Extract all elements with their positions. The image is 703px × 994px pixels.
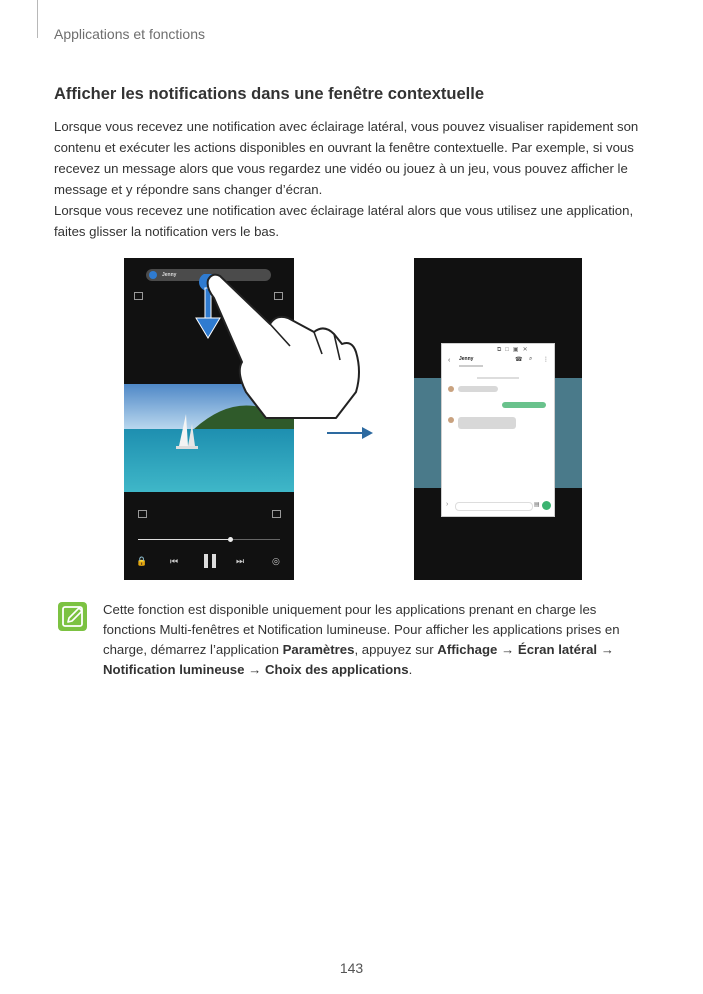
phone-popup-screen xyxy=(414,258,582,580)
note-text-part: , appuyez sur xyxy=(354,642,438,657)
message-bubble-received xyxy=(458,386,498,392)
message-avatar-icon xyxy=(149,271,157,279)
popup-contact-name: Jenny xyxy=(459,356,474,362)
back-icon[interactable]: ‹ xyxy=(448,357,451,364)
menu-choose-apps: Choix des applications xyxy=(264,662,409,677)
message-bubble-sent xyxy=(502,402,546,408)
menu-display: Affichage xyxy=(437,642,498,657)
pencil-note-icon xyxy=(58,602,87,631)
fullscreen-icon xyxy=(272,510,281,518)
menu-arrow: → xyxy=(597,642,614,657)
contact-subtitle-placeholder xyxy=(459,365,483,367)
more-options-icon[interactable]: ⋮ xyxy=(543,357,549,363)
phone-video-screen xyxy=(124,258,294,580)
video-edge-right xyxy=(553,378,582,488)
contact-avatar xyxy=(448,417,454,423)
header-rule xyxy=(37,0,38,38)
contact-avatar xyxy=(448,386,454,392)
hand-gesture-icon xyxy=(206,272,366,422)
send-button[interactable] xyxy=(542,501,551,510)
video-edge-left xyxy=(414,378,441,488)
note-text-part: Cette fonction est disponible uniquement pour les applications prenant en charge les fonctions Multi-fenêtres et Notification lumineuse. Pour afficher les applications prises en charge, démarrez l’application xyxy=(103,602,620,657)
volume-icon[interactable]: ◎ xyxy=(272,556,280,566)
lock-icon[interactable]: 🔒 xyxy=(136,556,148,566)
page-heading: Afficher les notifications dans une fenêtre contextuelle xyxy=(54,85,485,103)
seek-handle[interactable] xyxy=(228,537,233,542)
screen-rotate-icon xyxy=(138,510,147,518)
popup-message-window[interactable] xyxy=(441,343,555,517)
transition-arrow xyxy=(327,432,365,434)
transition-arrow-head-icon xyxy=(362,427,373,439)
next-icon[interactable]: ⏭ xyxy=(236,556,245,566)
menu-edge-screen: Écran latéral xyxy=(517,642,598,657)
settings-app-name: Paramètres xyxy=(282,642,355,657)
page-number: 143 xyxy=(339,960,364,976)
menu-arrow: → xyxy=(497,642,518,657)
screen-capture-icon xyxy=(134,292,143,300)
date-divider xyxy=(477,377,519,379)
seek-progress xyxy=(138,539,230,540)
pause-icon[interactable] xyxy=(204,554,216,568)
paragraph-intro: Lorsque vous recevez une notification avec éclairage latéral, vous pouvez visualiser rapidement son contenu et exécuter les actions disponibles en ouvrant la fenêtre contextuelle. Par exemple, si vous recevez un message alors que vous regardez une vidéo ou jouez à un jeu, vous pouvez afficher le message et y répondre sans changer d’écran. xyxy=(54,119,639,197)
expand-icon[interactable]: › xyxy=(446,501,449,508)
menu-arrow: → xyxy=(244,662,265,677)
note-text xyxy=(103,600,643,680)
sticker-icon[interactable]: ▤ xyxy=(534,502,540,508)
popup-window-controls-icon[interactable]: ⧉□▣✕ xyxy=(497,347,532,353)
message-input[interactable] xyxy=(455,502,533,511)
call-icon[interactable]: ☎ xyxy=(515,357,523,363)
section-title: Applications et fonctions xyxy=(54,26,205,42)
menu-edge-lighting: Notification lumineuse xyxy=(103,662,245,677)
notification-sender: Jenny xyxy=(162,272,177,278)
message-bubble-received xyxy=(458,417,516,429)
paragraph-instruction: Lorsque vous recevez une notification avec éclairage latéral alors que vous utilisez une application, faites glisser la notification vers le bas. xyxy=(54,203,634,239)
previous-icon[interactable]: ⏮ xyxy=(170,556,179,566)
search-icon[interactable]: ⌕ xyxy=(529,356,533,362)
note-text-part: . xyxy=(408,662,413,677)
